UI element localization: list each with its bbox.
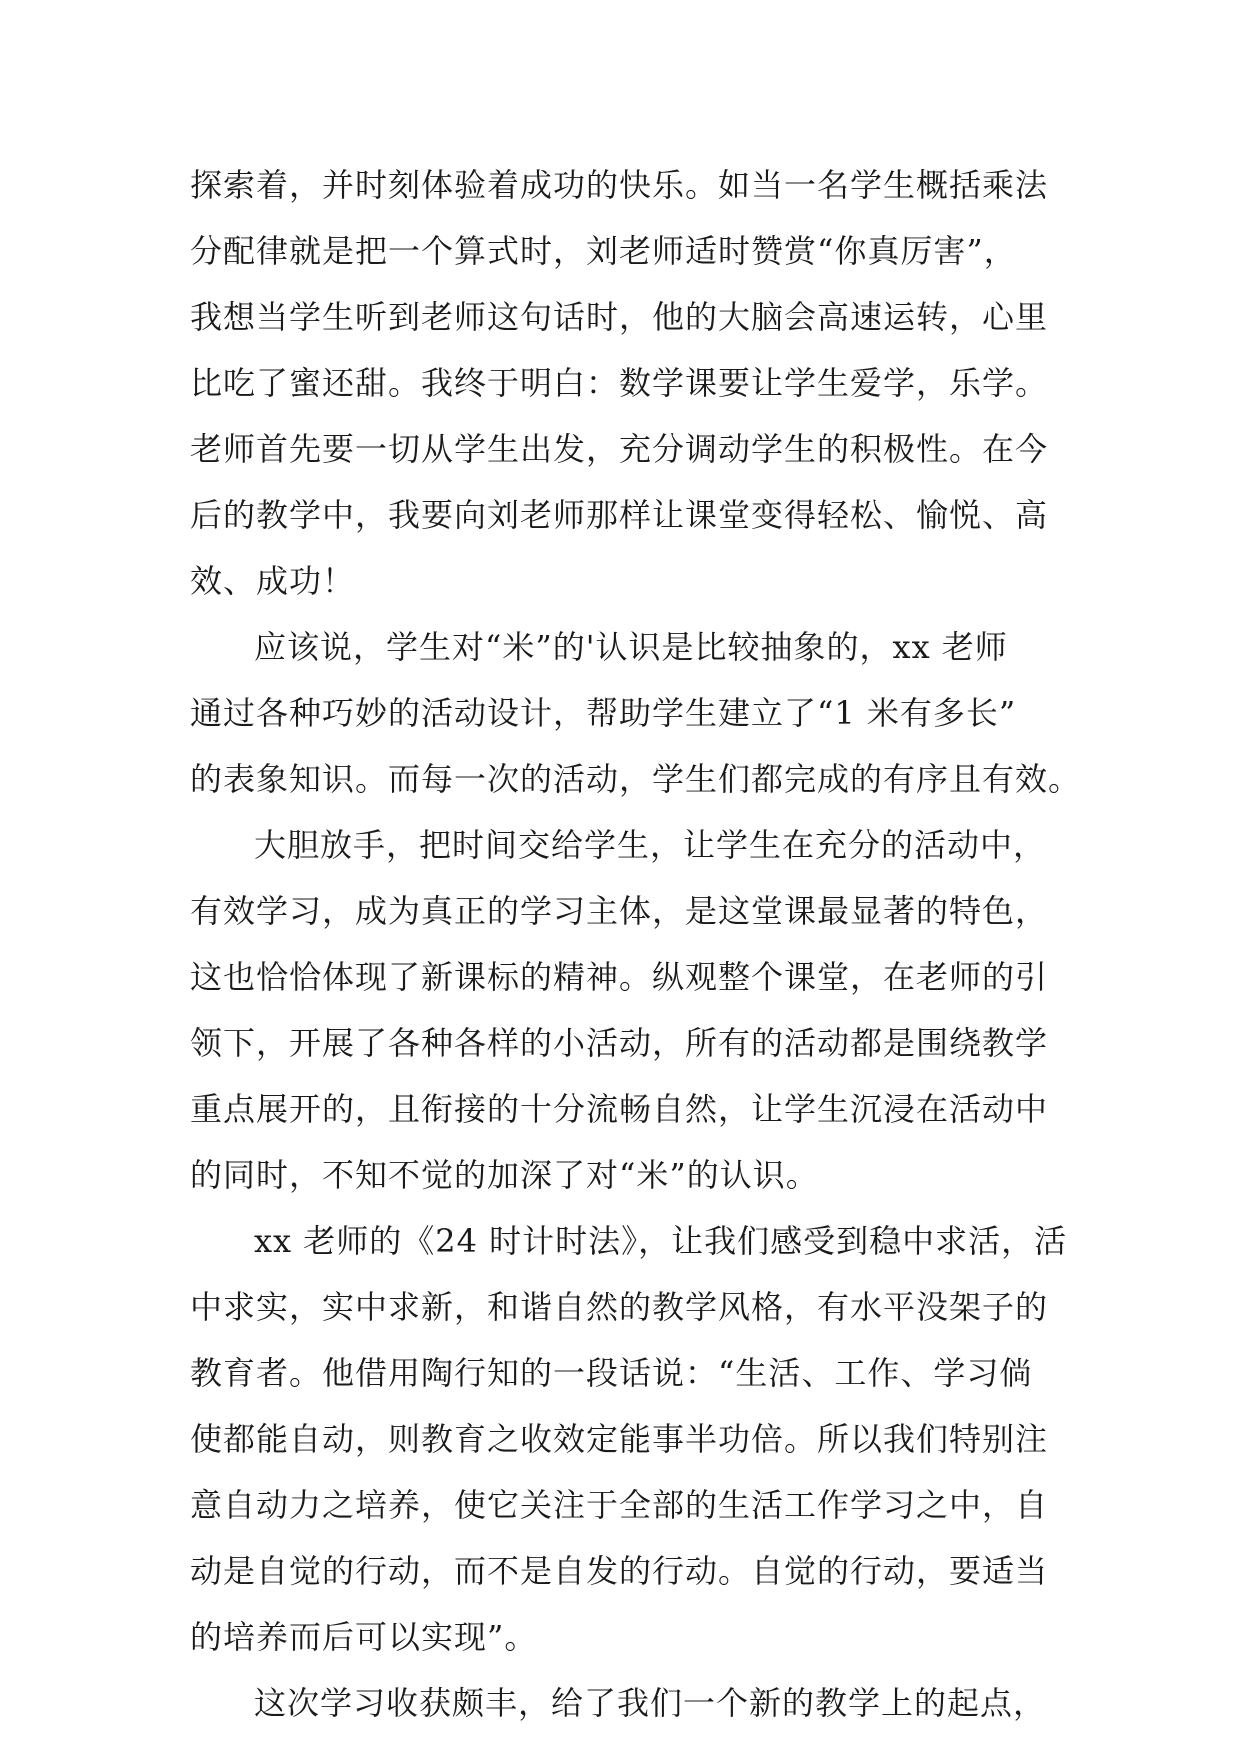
text-line: 效、成功！ [190, 562, 356, 600]
text-line: 探索着，并时刻体验着成功的快乐。如当一名学生概括乘法 [190, 166, 1049, 204]
text-line: 后的教学中，我要向刘老师那样让课堂变得轻松、愉悦、高 [190, 496, 1049, 534]
text-line: 分配律就是把一个算式时，刘老师适时赞赏“你真厉害”， [190, 232, 1017, 270]
text-line: 应该说，学生对“米”的'认识是比较抽象的，xx 老师 [254, 628, 1008, 666]
text-line: 中求实，实中求新，和谐自然的教学风格，有水平没架子的 [190, 1288, 1049, 1326]
text-line: 这次学习收获颇丰，给了我们一个新的教学上的起点， [254, 1684, 1047, 1722]
text-line: 大胆放手，把时间交给学生，让学生在充分的活动中， [254, 826, 1047, 864]
text-line: 领下，开展了各种各样的小活动，所有的活动都是围绕教学 [190, 1024, 1049, 1062]
text-line: 意自动力之培养，使它关注于全部的生活工作学习之中，自 [190, 1486, 1049, 1524]
text-line: 教育者。他借用陶行知的一段话说：“生活、工作、学习倘 [190, 1354, 1033, 1392]
text-line: 的同时，不知不觉的加深了对“米”的认识。 [190, 1156, 819, 1194]
text-line: 使都能自动，则教育之收效定能事半功倍。所以我们特别注 [190, 1420, 1049, 1458]
text-line: 通过各种巧妙的活动设计，帮助学生建立了“1 米有多长” [190, 694, 1017, 732]
text-line: 有效学习，成为真正的学习主体，是这堂课最显著的特色， [190, 892, 1049, 930]
text-line: 这也恰恰体现了新课标的精神。纵观整个课堂，在老师的引 [190, 958, 1049, 996]
text-line: 的培养而后可以实现”。 [190, 1618, 538, 1656]
text-line: 的表象知识。而每一次的活动，学生们都完成的有序且有效。 [190, 760, 1082, 798]
text-line: xx 老师的《24 时计时法》，让我们感受到稳中求活，活 [254, 1222, 1068, 1260]
text-line: 重点展开的，且衔接的十分流畅自然，让学生沉浸在活动中 [190, 1090, 1049, 1128]
body-text [190, 152, 1082, 1736]
text-line: 比吃了蜜还甜。我终于明白：数学课要让学生爱学，乐学。 [190, 364, 1049, 402]
text-line: 老师首先要一切从学生出发，充分调动学生的积极性。在今 [190, 430, 1049, 468]
text-line: 我想当学生听到老师这句话时，他的大脑会高速运转，心里 [190, 298, 1049, 336]
text-line: 动是自觉的行动，而不是自发的行动。自觉的行动，要适当 [190, 1552, 1049, 1590]
